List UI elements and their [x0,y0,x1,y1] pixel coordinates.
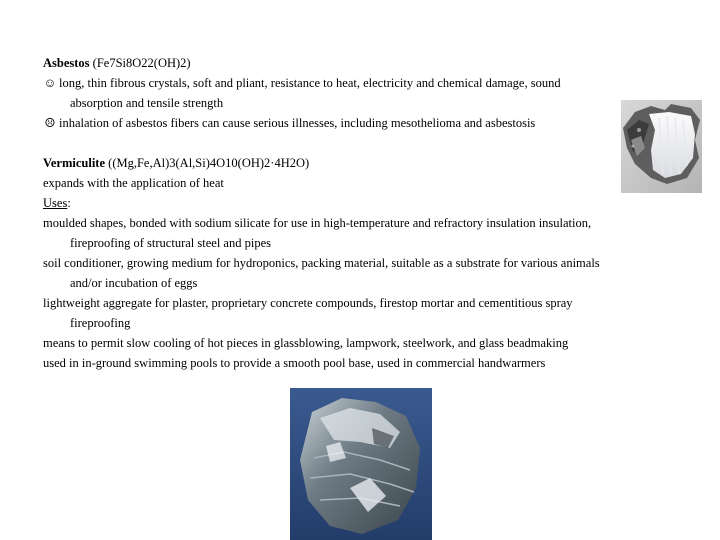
asbestos-con-line [43,113,683,133]
use-item-2: soil conditioner, growing medium for hydroponics, packing material, suitable as a substrate for various animals [43,256,600,270]
vermiculite-description: expands with the application of heat [43,176,224,190]
asbestos-pro-text-1: long, thin fibrous crystals, soft and pliant, resistance to heat, electricity and chemical damage, sound [59,76,561,90]
use-item-3-continuation: fireproofing [70,316,131,330]
use-item-5: used in in-ground swimming pools to provide a smooth pool base, used in commercial handwarmers [43,356,546,370]
uses-label: Uses [43,196,68,210]
use-item-1: moulded shapes, bonded with sodium silicate for use in high-temperature and refractory insulation insulation, [43,216,592,230]
asbestos-heading [43,53,683,73]
use-item-4: means to permit slow cooling of hot pieces in glassblowing, lampwork, steelwork, and glass beadmaking [43,336,569,350]
frowny-icon: ☹ [44,116,56,130]
asbestos-name: Asbestos [43,56,90,70]
uses-colon: : [67,196,71,210]
asbestos-formula: (Fe7Si8O22(OH)2) [92,56,191,70]
vermiculite-formula: ((Mg,Fe,Al)3(Al,Si)4O10(OH)2·4H2O) [108,156,310,170]
use-item-3: lightweight aggregate for plaster, proprietary concrete compounds, firestop mortar and cementitious spray [43,296,573,310]
content-text [43,53,683,373]
asbestos-con-text: inhalation of asbestos fibers can cause serious illnesses, including mesothelioma and asbestosis [59,116,536,130]
vermiculite-heading [43,153,683,173]
asbestos-pro-line [43,73,683,93]
use-item-1-continuation: fireproofing of structural steel and pipes [70,236,271,250]
uses-heading [43,193,683,213]
smiley-icon: ☺ [43,76,57,90]
use-item-2-continuation: and/or incubation of eggs [70,276,198,290]
asbestos-pro-continuation: absorption and tensile strength [70,96,224,110]
asbestos-photo [621,100,702,193]
vermiculite-photo [290,388,432,540]
vermiculite-name: Vermiculite [43,156,106,170]
spacer [43,133,683,153]
